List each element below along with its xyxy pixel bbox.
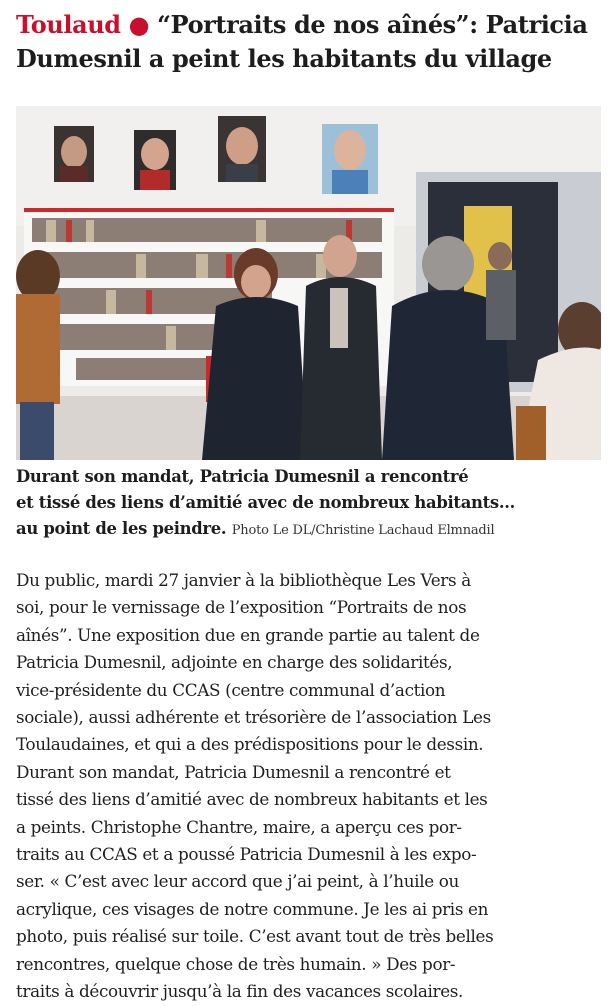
- person-left-edge: [16, 250, 60, 460]
- photo-illustration: [16, 106, 601, 460]
- body-line: tissé des liens d’amitié avec de nombreux habitants et les: [16, 789, 488, 810]
- portrait-painting-2: [134, 130, 176, 190]
- person-doorway: [486, 242, 516, 340]
- body-line: aînés”. Une exposition due en grande partie au talent de: [16, 624, 480, 645]
- article-body: [16, 567, 606, 1006]
- body-line: acrylique, ces visages de notre commune. Je les ai pris en: [16, 898, 489, 919]
- body-line: Toulaudaines, et qui a des prédispositions pour le dessin.: [16, 734, 484, 755]
- kicker-bullet: ●: [128, 10, 150, 39]
- portrait-painting-3: [218, 116, 266, 182]
- kicker-location: Toulaud: [16, 10, 121, 39]
- caption-line-3: [16, 516, 606, 544]
- caption-line-3-text: au point de les peindre.: [16, 519, 227, 538]
- article-photo: [16, 106, 601, 460]
- headline-text-1: “Portraits de nos aînés”: Patricia: [157, 10, 588, 39]
- body-line: Patricia Dumesnil, adjointe en charge des solidarités,: [16, 652, 453, 673]
- photo-caption: [16, 464, 606, 544]
- body-line: a peints. Christophe Chantre, maire, a aperçu ces por-: [16, 816, 462, 837]
- body-line: vice-présidente du CCAS (centre communal d’action: [16, 679, 446, 700]
- body-line: traits au CCAS et a poussé Patricia Dumesnil à les expo-: [16, 844, 477, 865]
- portrait-painting-1: [54, 126, 94, 182]
- body-line: photo, puis réalisé sur toile. C’est avant tout de très belles: [16, 926, 494, 947]
- body-line: ser. « C’est avec leur accord que j’ai peint, à l’huile ou: [16, 871, 459, 892]
- photo-credit: Photo Le DL/Christine Lachaud Elmnadil: [231, 523, 495, 538]
- headline-line-2: Dumesnil a peint les habitants du village: [16, 44, 552, 73]
- body-line: Durant son mandat, Patricia Dumesnil a rencontré et: [16, 761, 451, 782]
- caption-line-2: et tissé des liens d’amitié avec de nombreux habitants…: [16, 493, 515, 512]
- body-line: sociale), aussi adhérente et trésorière de l’association Les: [16, 707, 491, 728]
- headline-line-1: [16, 8, 601, 42]
- portrait-painting-4: [322, 124, 378, 194]
- body-line: Du public, mardi 27 janvier à la bibliothèque Les Vers à: [16, 570, 471, 590]
- caption-line-1: Durant son mandat, Patricia Dumesnil a rencontré: [16, 467, 469, 486]
- headline: [16, 8, 601, 76]
- body-line: rencontres, quelque chose de très humain. » Des por-: [16, 953, 456, 974]
- body-line: traits à découvrir jusqu’à la fin des vacances scolaires.: [16, 981, 464, 1002]
- body-line: soi, pour le vernissage de l’exposition “Portraits de nos: [16, 597, 467, 618]
